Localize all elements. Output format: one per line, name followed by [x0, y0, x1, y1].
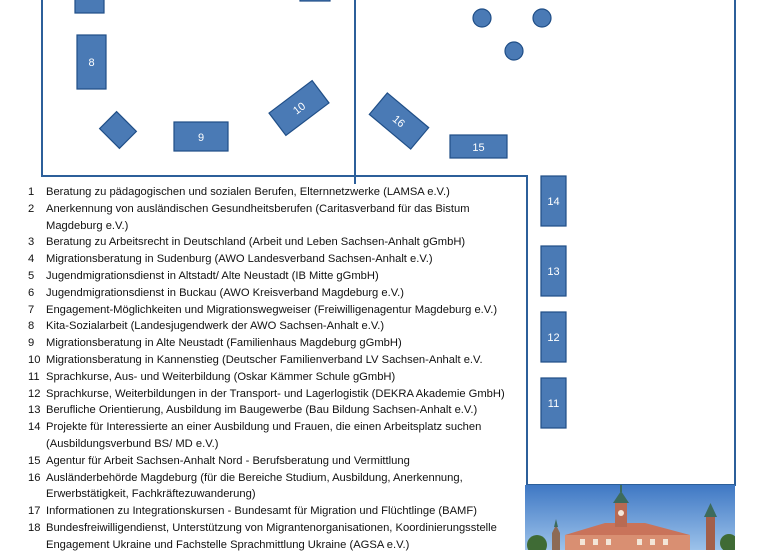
booth-15: [450, 135, 507, 158]
legend-item: [18, 503, 523, 520]
legend-item: [18, 184, 523, 201]
booth-8-label: 8: [88, 57, 95, 69]
booth-10: [269, 81, 329, 136]
legend-item-number: 6: [28, 286, 35, 299]
legend-item: [18, 318, 523, 335]
legend-item: [18, 285, 523, 302]
round-table: [533, 9, 551, 27]
booth-unlabeled: [100, 112, 137, 149]
booth-14: [541, 176, 566, 226]
booth-partial-top-center: [300, 0, 330, 1]
legend-item-number: 15: [28, 454, 41, 467]
legend-item-number: 3: [28, 236, 35, 249]
legend-item-number: 9: [28, 337, 35, 350]
legend-item-text: Ausländerbehörde Magdeburg (für die Bereiche Studium, Ausbildung, Anerkennung, Erwerbstätigkeit, Fachkräftezuwanderung): [46, 471, 463, 501]
legend-item-number: 13: [28, 404, 41, 417]
legend-item-number: 18: [28, 521, 41, 534]
legend-item-number: 8: [28, 320, 35, 333]
legend-item: [18, 352, 523, 369]
legend-item-number: 2: [28, 202, 35, 215]
legend-item-text: Beratung zu pädagogischen und sozialen Berufen, Elternnetzwerke (LAMSA e.V.): [46, 186, 450, 198]
legend-item: [18, 268, 523, 285]
booth-16: [369, 93, 428, 149]
legend-item: [18, 201, 523, 235]
booth-partial-top-left: [75, 0, 104, 13]
legend-item-number: 5: [28, 269, 35, 282]
legend-item: [18, 251, 523, 268]
booth-11-label: 11: [547, 398, 560, 410]
legend-item-number: 10: [28, 353, 41, 366]
legend-item-text: Berufliche Orientierung, Ausbildung im Baugewerbe (Bau Bildung Sachsen-Anhalt e.V.): [46, 404, 478, 417]
legend-item-text: Anerkennung von ausländischen Gesundheitsberufen (Caritasverband für das Bistum Magdeburg e.V.): [46, 202, 470, 232]
legend-item-text: Sprachkurse, Aus- und Weiterbildung (Oskar Kämmer Schule gGmbH): [46, 370, 396, 383]
booth-13: [541, 246, 566, 296]
legend-item-number: 12: [28, 387, 41, 400]
legend-item-text: Beratung zu Arbeitsrecht in Deutschland (Arbeit und Leben Sachsen-Anhalt gGmbH): [46, 236, 466, 249]
legend-item-text: Bundesfreiwilligendienst, Unterstützung von Migrantenorganisationen, Koordinierungsstelle Engagement Ukraine und Fachstelle Sprachmittlung Ukraine (AGSA e.V.): [46, 521, 497, 551]
legend-item: [18, 453, 523, 470]
legend-item-text: Jugendmigrationsdienst in Buckau (AWO Kreisverband Magdeburg e.V.): [46, 286, 404, 299]
legend-item-number: 14: [28, 421, 41, 434]
round-table: [473, 9, 491, 27]
booth-16-label: 16: [389, 113, 407, 131]
booth-legend: [18, 184, 523, 554]
legend-item: [18, 419, 523, 453]
legend-item: [18, 386, 523, 403]
legend-item: [18, 234, 523, 251]
legend-item: [18, 335, 523, 352]
legend-item-number: 17: [28, 505, 41, 518]
booth-9: [174, 122, 228, 151]
legend-item-text: Migrationsberatung in Kannenstieg (Deutscher Familienverband LV Sachsen-Anhalt e.V.: [46, 353, 483, 366]
booth-11: [541, 378, 566, 428]
legend-item-number: 16: [28, 471, 41, 484]
booth-8: [77, 35, 106, 89]
legend-item-text: Sprachkurse, Weiterbildungen in der Transport- und Lagerlogistik (DEKRA Akademie GmbH): [46, 387, 505, 400]
legend-item: [18, 520, 523, 554]
legend-item-text: Kita-Sozialarbeit (Landesjugendwerk der AWO Sachsen-Anhalt e.V.): [46, 320, 385, 333]
legend-item-text: Jugendmigrationsdienst in Altstadt/ Alte Neustadt (IB Mitte gGmbH): [46, 269, 379, 282]
legend-item-text: Migrationsberatung in Alte Neustadt (Familienhaus Magdeburg gGmbH): [46, 337, 402, 350]
legend-item: [18, 470, 523, 504]
legend-item: [18, 302, 523, 319]
legend-item: [18, 402, 523, 419]
booth-9-label: 9: [197, 132, 205, 144]
legend-item-number: 11: [28, 370, 40, 383]
legend-item-text: Informationen zu Integrationskursen - Bundesamt für Migration und Flüchtlinge (BAMF): [46, 505, 477, 518]
round-table: [505, 42, 523, 60]
legend-item-number: 1: [28, 186, 35, 198]
booth-13-label: 13: [547, 266, 560, 278]
booth-15-label: 15: [472, 142, 485, 154]
legend-item-number: 4: [28, 253, 35, 266]
booth-12-label: 12: [547, 332, 560, 344]
booth-12: [541, 312, 566, 362]
legend-item-text: Engagement-Möglichkeiten und Migrationswegweiser (Freiwilligenagentur Magdeburg e.V.): [46, 303, 498, 316]
legend-item-text: Agentur für Arbeit Sachsen-Anhalt Nord - Berufsberatung und Vermittlung: [46, 454, 410, 467]
legend-item: [18, 369, 523, 386]
building-photo: [525, 485, 735, 550]
legend-item-text: Projekte für Interessierte an einer Ausbildung und Frauen, die einen Arbeitsplatz suchen (Ausbildungsverbund BS/ MD e.V.): [46, 421, 482, 450]
legend-item-text: Migrationsberatung in Sudenburg (AWO Landesverband Sachsen-Anhalt e.V.): [46, 253, 433, 266]
legend-item-number: 7: [28, 303, 35, 316]
booth-14-label: 14: [547, 196, 560, 208]
booth-10-label: 10: [291, 100, 309, 118]
